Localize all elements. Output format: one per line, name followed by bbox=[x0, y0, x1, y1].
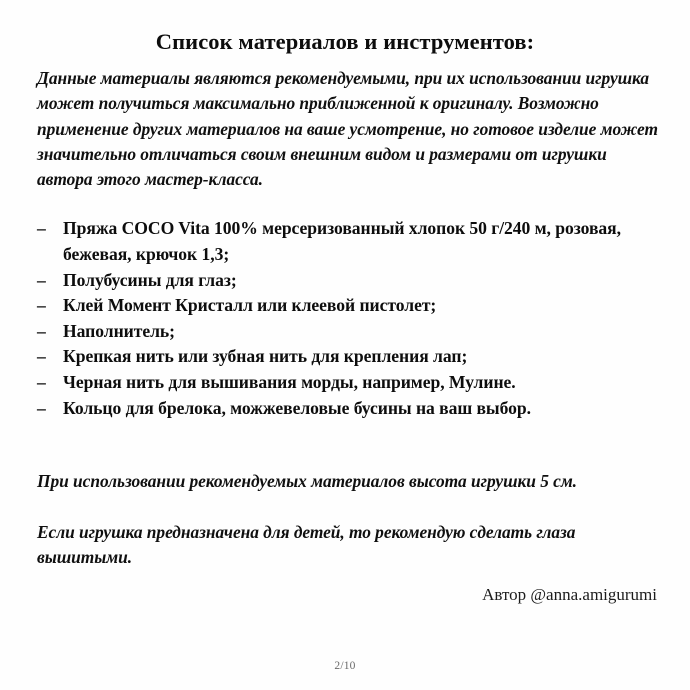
list-item-label: Клей Момент Кристалл или клеевой пистолет; bbox=[63, 295, 437, 316]
bullet-dash-icon: – bbox=[37, 372, 46, 393]
bullet-dash-icon: – bbox=[37, 218, 46, 239]
note-embroidered-eyes: Если игрушка предназначена для детей, то рекомендую сделать глаза вышитыми. bbox=[37, 521, 576, 567]
list-item bbox=[37, 344, 659, 370]
list-item bbox=[37, 293, 659, 319]
page-title: Список материалов и инструментов: bbox=[155, 29, 535, 55]
list-item-label: Кольцо для брелока, можжевеловые бусины на ваш выбор. bbox=[63, 397, 531, 418]
list-item bbox=[37, 370, 659, 396]
bullet-dash-icon: – bbox=[37, 295, 46, 316]
list-item-label: Наполнитель; bbox=[63, 320, 175, 341]
author-credit: Автор @anna.amigurumi bbox=[482, 585, 657, 605]
list-item-label: Черная нить для вышивания морды, например, Мулине. bbox=[63, 372, 516, 393]
document-body bbox=[37, 66, 659, 606]
list-item bbox=[37, 396, 659, 422]
note-toy-height: При использовании рекомендуемых материалов высота игрушки 5 см. bbox=[37, 471, 577, 492]
list-item-label: Крепкая нить или зубная нить для крепления лап; bbox=[63, 346, 468, 367]
intro-paragraph: Данные материалы являются рекомендуемыми, при их использовании игрушка может получиться максимально приближенной к оригиналу. Возможно применение других материалов на ваше усмотрение, но готовое изделие может значительно отличаться своим внешним видом и размерами от игрушки автора этого мастер-класса. bbox=[37, 68, 658, 190]
list-item-label: Полубусины для глаз; bbox=[63, 269, 237, 290]
materials-list bbox=[37, 216, 659, 421]
list-item bbox=[37, 216, 659, 267]
bullet-dash-icon: – bbox=[37, 320, 46, 341]
bullet-dash-icon: – bbox=[37, 346, 46, 367]
page-number: 2/10 bbox=[334, 660, 356, 672]
bullet-dash-icon: – bbox=[37, 269, 46, 290]
list-item bbox=[37, 268, 659, 294]
list-item-label: Пряжа COCO Vita 100% мерсеризованный хлопок 50 г/240 м, розовая, бежевая, крючок 1,3; bbox=[63, 218, 621, 265]
list-item bbox=[37, 319, 659, 345]
bullet-dash-icon: – bbox=[37, 397, 46, 418]
